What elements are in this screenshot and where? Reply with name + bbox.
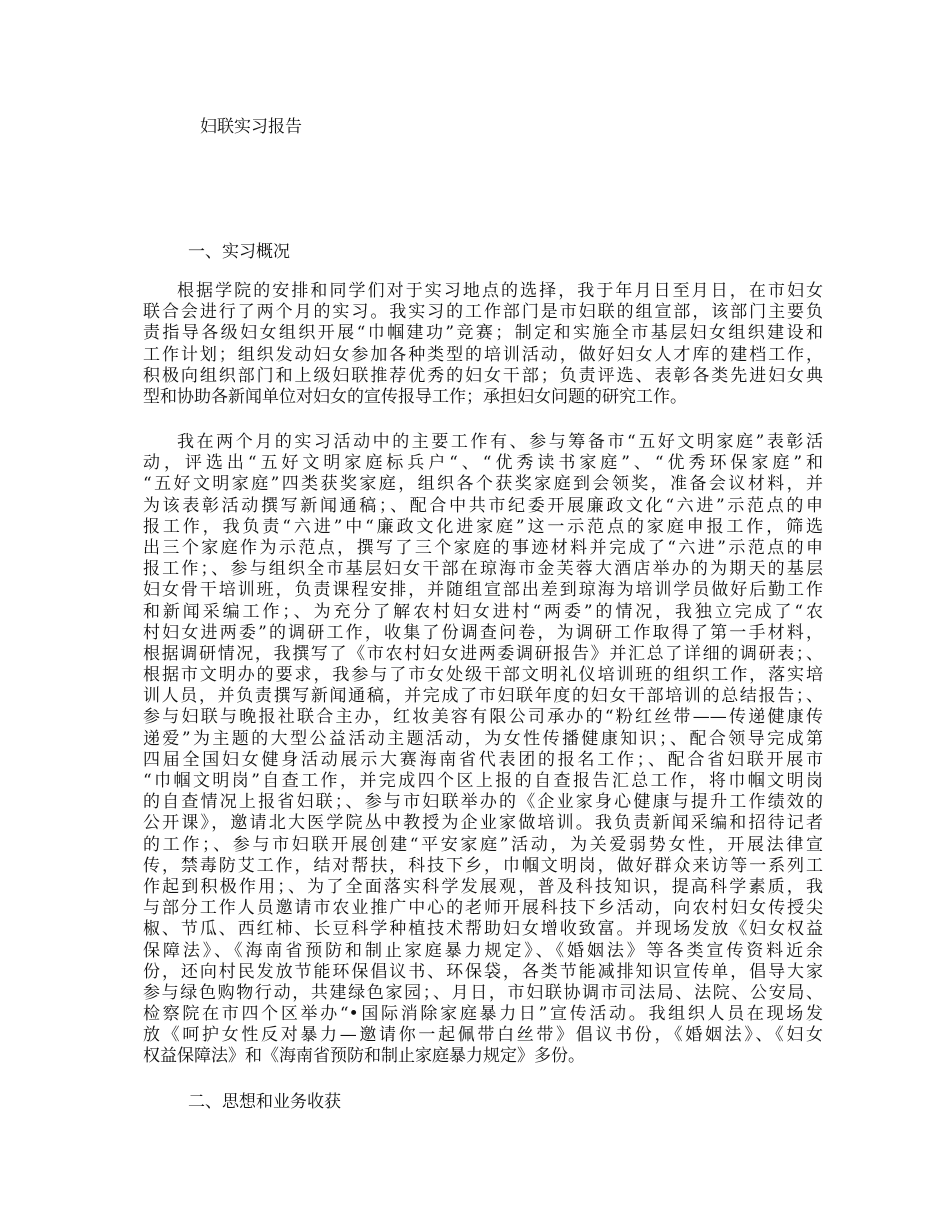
paragraph-line: 型和协助各新闻单位对妇女的宣传报导工作；承担妇女问题的研究工作。: [143, 386, 687, 407]
paragraph-line: 出三个家庭作为示范点，撰写了三个家庭的事迹材料并完成了“六进”示范点的申: [143, 537, 823, 558]
paragraph-line: 报工作，我负责“六进”中“廉政文化进家庭”这一示范点的家庭申报工作，筛选: [143, 516, 823, 537]
paragraph-line: 权益保障法》和《海南省预防和制止家庭暴力规定》多份。: [143, 1046, 585, 1067]
paragraph-line: 为该表彰活动撰写新闻通稿；、配合中共市纪委开展廉政文化“六进”示范点的申: [143, 495, 823, 516]
paragraph-line: 工作计划；组织发动妇女参加各种类型的培训活动，做好妇女人才库的建档工作，: [143, 344, 823, 365]
paragraph-line: 和新闻采编工作；、为充分了解农村妇女进村“两委”的情况，我独立完成了“农: [143, 601, 823, 622]
paragraph-line: 责指导各级妇女组织开展“巾帼建功”竞赛；制定和实施全市基层妇女组织建设和: [143, 323, 823, 344]
paragraph-line: 四届全国妇女健身活动展示大赛海南省代表团的报名工作；、配合省妇联开展市: [143, 749, 823, 770]
paragraph-line: 公开课》，邀请北大医学院丛中教授为企业家做培训。我负责新闻采编和招待记者: [143, 813, 823, 834]
paragraph-line: 椒、节瓜、西红柿、长豆科学种植技术帮助妇女增收致富。并现场发放《妇女权益: [143, 919, 823, 940]
paragraph-line: 联合会进行了两个月的实习。我实习的工作部门是市妇联的组宣部，该部门主要负: [143, 302, 823, 323]
paragraph-line: 作起到积极作用；、为了全面落实科学发展观，普及科技知识，提高科学素质，我: [143, 876, 823, 897]
paragraph-line: 保障法》、《海南省预防和制止家庭暴力规定》、《婚姻法》等各类宣传资料近余: [143, 940, 823, 961]
paragraph-line: 的自查情况上报省妇联；、参与市妇联举办的《企业家身心健康与提升工作绩效的: [143, 792, 823, 813]
paragraph-line: 传，禁毒防艾工作，结对帮扶，科技下乡，巾帼文明岗，做好群众来访等一系列工: [143, 855, 823, 876]
paragraph-line: 份，还向村民发放节能环保倡议书、环保袋，各类节能减排知识宣传单，倡导大家: [143, 961, 823, 982]
paragraph-line: 与部分工作人员邀请市农业推广中心的老师开展科技下乡活动，向农村妇女传授尖: [143, 898, 823, 919]
paragraph-line: 的工作；、参与市妇联开展创建“平安家庭”活动，为关爱弱势女性，开展法律宣: [143, 834, 823, 855]
paragraph-line: 参与妇联与晚报社联合主办，红妆美容有限公司承办的“粉红丝带——传递健康传: [143, 707, 823, 728]
paragraph-line: 参与绿色购物行动，共建绿色家园；、月日，市妇联协调市司法局、法院、公安局、: [143, 982, 823, 1003]
document-title: 妇联实习报告: [200, 117, 302, 137]
paragraph-line: 根据调研情况，我撰写了《市农村妇女进两委调研报告》并汇总了详细的调研表；、: [143, 643, 823, 664]
paragraph-line: 训人员，并负责撰写新闻通稿，并完成了市妇联年度的妇女干部培训的总结报告；、: [143, 686, 823, 707]
paragraph-line: 检察院在市四个区举办“•国际消除家庭暴力日”宣传活动。我组织人员在现场发: [143, 1004, 823, 1025]
section-heading-gains: 二、思想和业务收获: [188, 1092, 341, 1112]
paragraph-line: 积极向组织部门和上级妇联推荐优秀的妇女干部；负责评选、表彰各类先进妇女典: [143, 365, 823, 386]
paragraph-line: “五好文明家庭”四类获奖家庭，组织各个获奖家庭到会领奖，准备会议材料，并: [143, 474, 823, 495]
section-heading-overview: 一、实习概况: [188, 242, 290, 262]
paragraph-line: 根据学院的安排和同学们对于实习地点的选择，我于年月日至月日，在市妇女: [177, 281, 823, 301]
paragraph-line: 村妇女进两委”的调研工作，收集了份调查问卷，为调研工作取得了第一手材料，: [143, 622, 823, 643]
paragraph-line: 动，评选出“五好文明家庭标兵户“、“优秀读书家庭”、“优秀环保家庭”和: [143, 453, 823, 474]
paragraph-line: 报工作；、参与组织全市基层妇女干部在琼海市金芙蓉大酒店举办的为期天的基层: [143, 559, 823, 580]
paragraph-line: 放《呵护女性反对暴力—邀请你一起佩带白丝带》倡议书份，《婚姻法》、《妇女: [143, 1025, 823, 1046]
paragraph-main-work: [143, 432, 823, 1068]
paragraph-line: “巾帼文明岗”自查工作，并完成四个区上报的自查报告汇总工作，将巾帼文明岗: [143, 771, 823, 791]
paragraph-line: 递爱”为主题的大型公益活动主题活动，为女性传播健康知识；、配合领导完成第: [143, 728, 823, 749]
paragraph-line: 根据市文明办的要求，我参与了市女处级干部文明礼仪培训班的组织工作，落实培: [143, 665, 823, 686]
paragraph-line: 妇女骨干培训班，负责课程安排，并随组宣部出差到琼海为培训学员做好后勤工作: [143, 580, 823, 601]
paragraph-overview: [143, 281, 823, 408]
paragraph-line: 我在两个月的实习活动中的主要工作有、参与筹备市“五好文明家庭”表彰活: [177, 432, 823, 452]
